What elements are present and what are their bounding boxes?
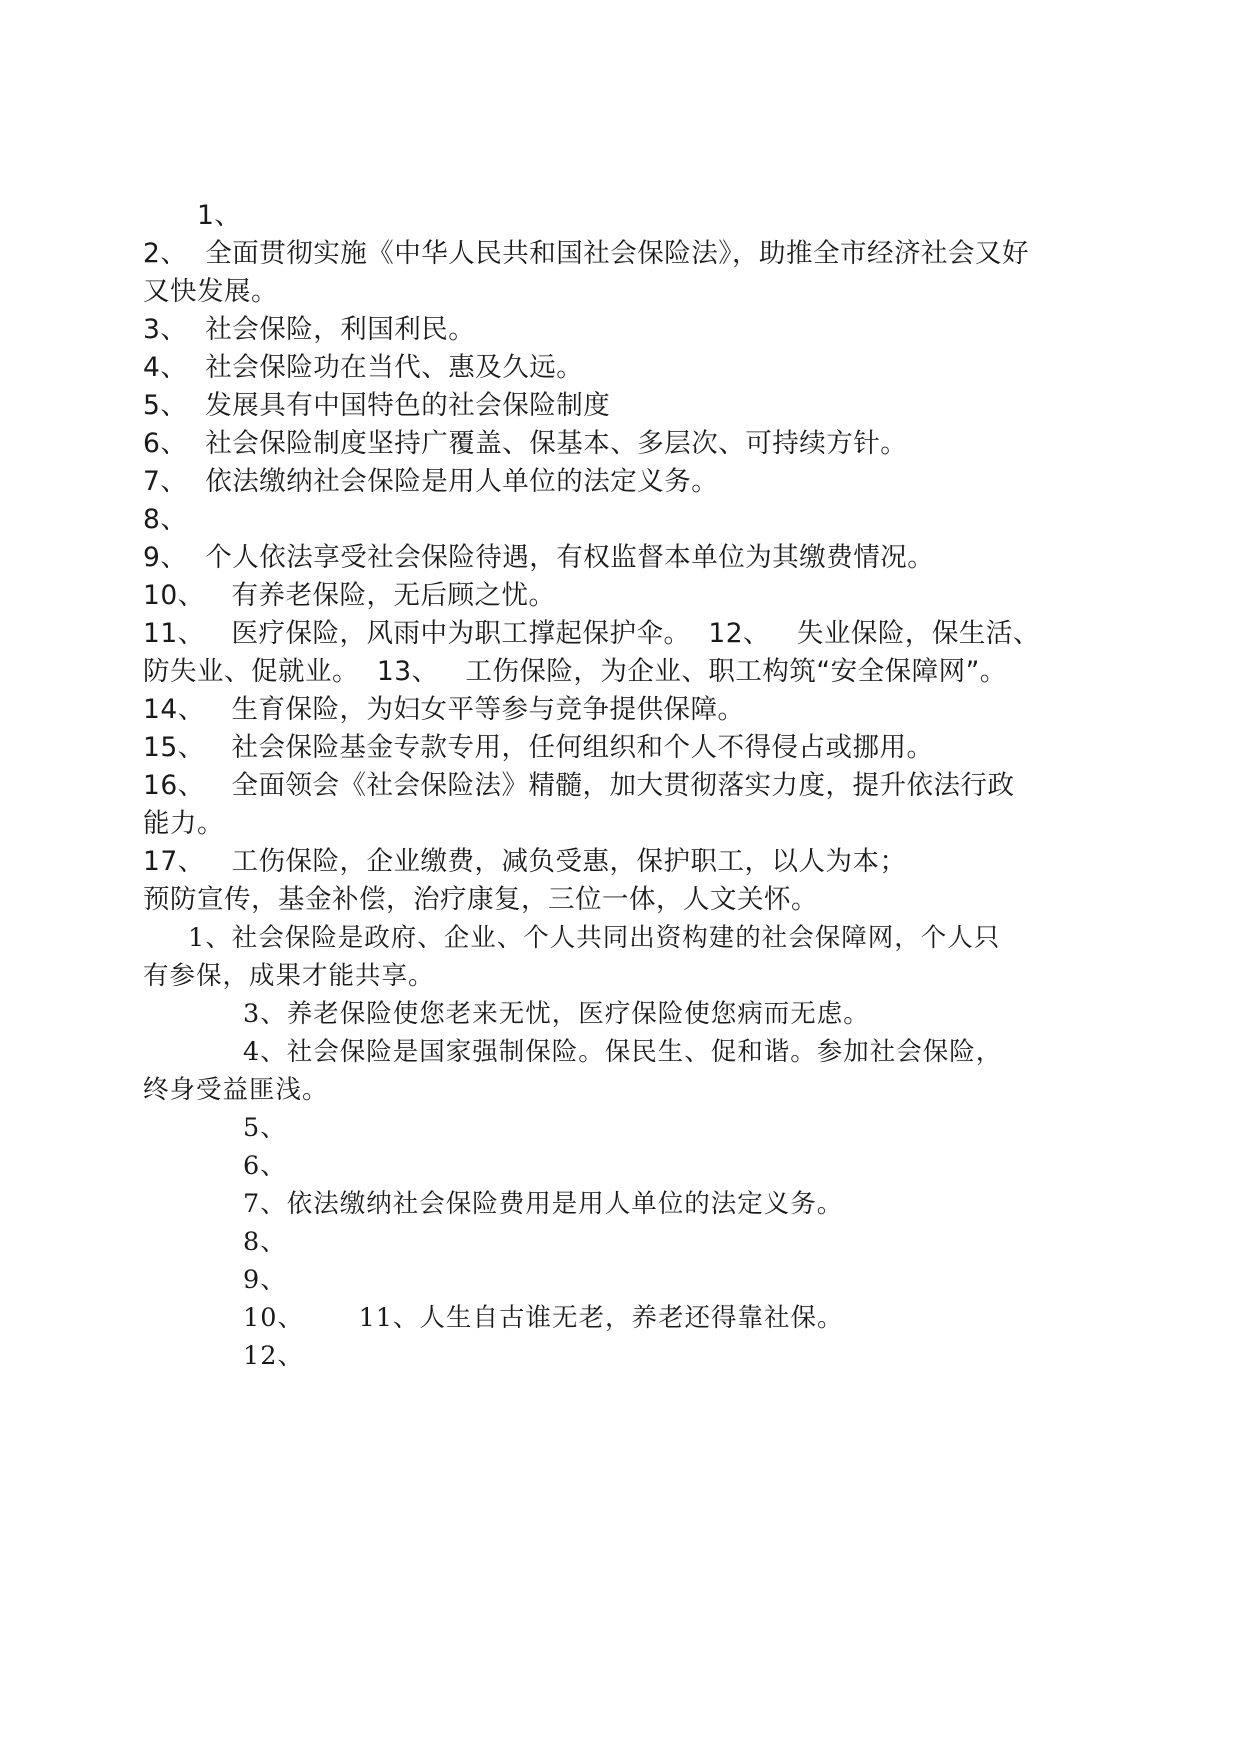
list-item: 4、 社会保险功在当代、惠及久远。 — [143, 352, 584, 383]
list-item: 14、 生育保险，为妇女平等参与竞争提供保障。 — [143, 694, 745, 725]
list-item: 6、 社会保险制度坚持广覆盖、保基本、多层次、可持续方针。 — [143, 428, 908, 459]
list-item: 3、养老保险使您老来无忧，医疗保险使您病而无虑。 — [243, 999, 870, 1029]
list-item: 5、 — [243, 1113, 287, 1143]
list-item: 12、 — [243, 1341, 304, 1371]
list-item: 10、 11、人生自古谁无老，养老还得靠社保。 — [243, 1303, 844, 1333]
list-item: 16、 全面领会《社会保险法》精髓，加大贯彻落实力度，提升依法行政 — [143, 770, 1015, 801]
list-item-continuation: 终身受益匪浅。 — [143, 1075, 329, 1105]
list-item-continuation: 又快发展。 — [143, 276, 278, 307]
list-item: 6、 — [243, 1151, 287, 1181]
list-item-continuation: 有参保，成果才能共享。 — [143, 961, 435, 991]
list-item: 1、社会保险是政府、企业、个人共同出资构建的社会保障网，个人只 — [188, 923, 1001, 953]
list-item: 8、 — [243, 1227, 287, 1257]
list-item: 1、 — [197, 200, 242, 231]
list-item-continuation: 防失业、促就业。 13、 工伤保险，为企业、职工构筑“安全保障网”。 — [143, 656, 1007, 687]
list-item: 17、 工伤保险，企业缴费，减负受惠，保护职工，以人为本； — [143, 846, 907, 877]
list-item: 5、 发展具有中国特色的社会保险制度 — [143, 390, 611, 421]
list-item: 7、 依法缴纳社会保险是用人单位的法定义务。 — [143, 466, 719, 497]
list-item-continuation: 预防宣传，基金补偿，治疗康复，三位一体，人文关怀。 — [143, 884, 818, 915]
list-item: 10、 有养老保险，无后顾之忧。 — [143, 580, 556, 611]
list-item: 8、 — [143, 504, 188, 535]
list-item-continuation: 能力。 — [143, 808, 224, 839]
list-item: 9、 — [243, 1265, 287, 1295]
list-item: 9、 个人依法享受社会保险待遇，有权监督本单位为其缴费情况。 — [143, 542, 935, 573]
list-item: 2、 全面贯彻实施《中华人民共和国社会保险法》，助推全市经济社会又好 — [143, 238, 1029, 269]
list-item: 4、社会保险是国家强制保险。保民生、促和谐。参加社会保险， — [243, 1037, 1003, 1067]
list-item: 15、 社会保险基金专款专用，任何组织和个人不得侵占或挪用。 — [143, 732, 934, 763]
list-item: 7、依法缴纳社会保险费用是用人单位的法定义务。 — [243, 1189, 844, 1219]
list-item: 11、 医疗保险，风雨中为职工撑起保护伞。 12、 失业保险，保生活、 — [143, 618, 1040, 649]
list-item: 3、 社会保险，利国利民。 — [143, 314, 476, 345]
